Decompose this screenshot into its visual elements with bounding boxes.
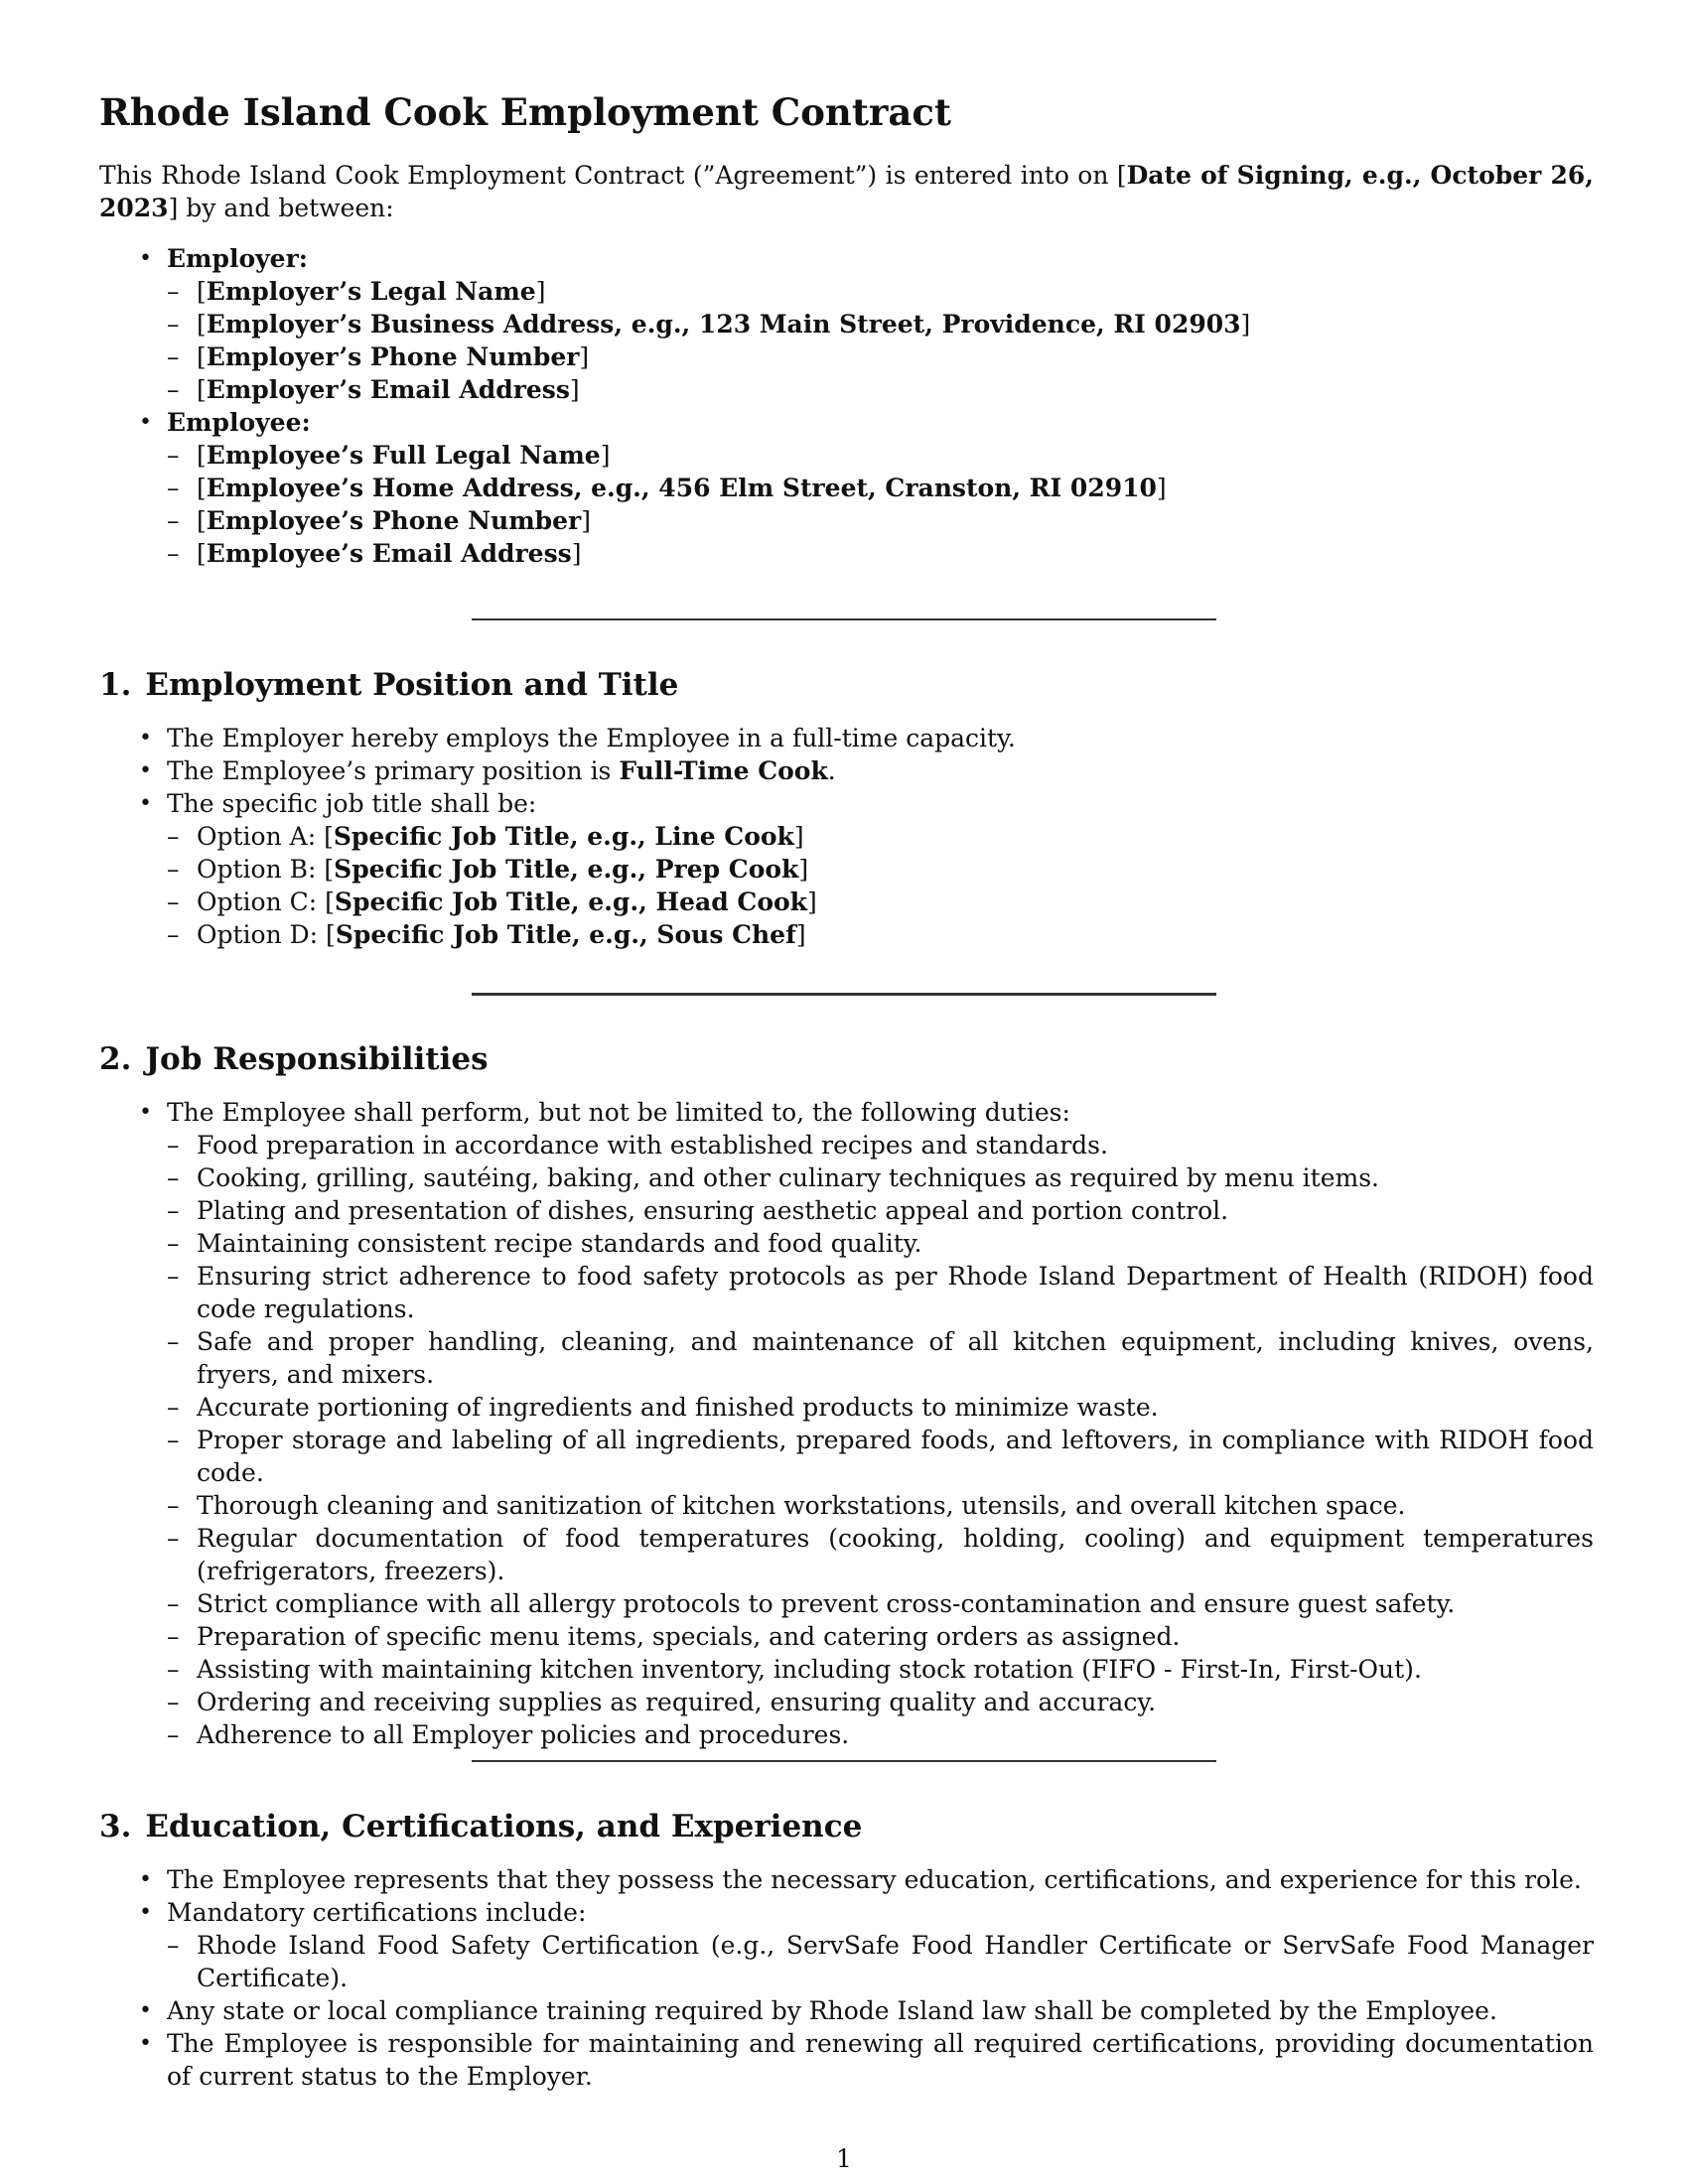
list-item: • The Employee shall perform, but not be limited to, the following duties: – Food preparation in accordance with established recipes and standards. – Cooking, grilling, sautéing, baking, and other culinary techniques as required by menu items. – Plating and presentation of dishes, ensuring aesthetic appeal and portion control. – Maintaining consistent recipe standards and food quality. – Ensuring strict adherence to food safety protocols as per Rhode Island Department of Health (RIDOH) food code regulations. – Safe and proper handling, cleaning, and maintenance of all kitchen equipment, including knives, ovens, fryers, and mixers. – Accurate portioning of ingredients and finished products to minimize waste. – Proper storage and labeling of all ingredients, prepared foods, and leftovers, in compliance with RIDOH food code. – Thorough cleaning and sanitization of kitchen workstations, utensils, and overall kitchen space. – Regular documentation of food temperatures (cooking, holding, cooling) and equipment temperatures (refrigerators, freezers). – Strict compliance with all allergy protocols to prevent cross-contamination and ensure guest safety. – Preparation of specific menu items, specials, and catering orders as assigned. – Assisting with maintaining kitchen inventory, including stock rotation (FIFO - First-In, First-Out). – Ordering and receiving supplies as required, ensuring quality and accuracy. – Adherence to all Employer policies and procedures.: [99, 1096, 1594, 1751]
intro-text-post: ] by and between:: [168, 194, 394, 222]
employer-item: [99, 242, 1594, 406]
duty-item: – Proper storage and labeling of all ingredients, prepared foods, and leftovers, in compliance with RIDOH food code.: [167, 1424, 1594, 1489]
duty-item: – Maintaining consistent recipe standards and food quality.: [167, 1227, 1594, 1260]
list-item: • The Employee is responsible for maintaining and renewing all required certifications, providing documentation of current status to the Employer.: [99, 2027, 1594, 2093]
list-item: • Any state or local compliance training required by Rhode Island law shall be completed by the Employee.: [99, 1994, 1594, 2027]
certification-item: – Rhode Island Food Safety Certification (e.g., ServSafe Food Handler Certificate or ServSafe Food Manager Certificate).: [167, 1929, 1594, 1994]
duty-item: – Food preparation in accordance with established recipes and standards.: [167, 1129, 1594, 1161]
employee-detail: – [Employee’s Phone Number]: [167, 504, 1594, 537]
duty-item: – Thorough cleaning and sanitization of kitchen workstations, utensils, and overall kitchen space.: [167, 1489, 1594, 1522]
duty-item: – Adherence to all Employer policies and procedures.: [167, 1718, 1594, 1751]
list-item: • The Employee’s primary position is Full-Time Cook.: [99, 754, 1594, 787]
employee-item: [99, 406, 1594, 570]
section-2-list: [99, 1096, 1594, 1751]
duty-item: – Accurate portioning of ingredients and finished products to minimize waste.: [167, 1391, 1594, 1424]
employee-detail: – [Employee’s Full Legal Name]: [167, 439, 1594, 472]
duty-item: – Safe and proper handling, cleaning, and maintenance of all kitchen equipment, including knives, ovens, fryers, and mixers.: [167, 1325, 1594, 1391]
job-title-option: – Option D: [Specific Job Title, e.g., Sous Chef]: [167, 918, 1594, 951]
document-title: Rhode Island Cook Employment Contract: [99, 90, 951, 134]
duty-item: – Strict compliance with all allergy protocols to prevent cross-contamination and ensure guest safety.: [167, 1587, 1594, 1620]
section-divider: [472, 1760, 1216, 1762]
duty-item: – Ensuring strict adherence to food safety protocols as per Rhode Island Department of Health (RIDOH) food code regulations.: [167, 1260, 1594, 1325]
duty-item: – Assisting with maintaining kitchen inventory, including stock rotation (FIFO - First-In, First-Out).: [167, 1653, 1594, 1686]
duty-item: – Preparation of specific menu items, specials, and catering orders as assigned.: [167, 1620, 1594, 1653]
list-item: • The Employee represents that they possess the necessary education, certifications, and experience for this role.: [99, 1863, 1594, 1896]
employee-label: Employee:: [167, 408, 311, 437]
parties-list: [99, 242, 1594, 570]
list-item: • The Employer hereby employs the Employee in a full-time capacity.: [99, 722, 1594, 754]
section-3-heading: 3. Education, Certifications, and Experience: [99, 1809, 863, 1844]
employer-detail: – [Employer’s Legal Name]: [167, 275, 1594, 308]
employer-detail: – [Employer’s Email Address]: [167, 373, 1594, 406]
job-title-option: – Option B: [Specific Job Title, e.g., Prep Cook]: [167, 853, 1594, 886]
employer-detail: – [Employer’s Phone Number]: [167, 341, 1594, 373]
section-divider: [472, 618, 1216, 620]
duty-item: – Cooking, grilling, sautéing, baking, and other culinary techniques as required by menu items.: [167, 1161, 1594, 1194]
employee-detail: – [Employee’s Email Address]: [167, 537, 1594, 570]
job-title-option: – Option A: [Specific Job Title, e.g., Line Cook]: [167, 820, 1594, 853]
section-divider: [472, 993, 1216, 996]
section-1-list: [99, 722, 1594, 951]
employee-detail: – [Employee’s Home Address, e.g., 456 Elm Street, Cranston, RI 02910]: [167, 472, 1594, 504]
employer-label: Employer:: [167, 244, 308, 273]
section-3-list: [99, 1863, 1594, 2093]
job-title-option: – Option C: [Specific Job Title, e.g., Head Cook]: [167, 886, 1594, 918]
section-2-heading: 2. Job Responsibilities: [99, 1041, 489, 1077]
duty-item: – Ordering and receiving supplies as required, ensuring quality and accuracy.: [167, 1686, 1594, 1718]
list-item: • Mandatory certifications include: – Rhode Island Food Safety Certification (e.g., ServSafe Food Handler Certificate or ServSafe Food Manager Certificate).: [99, 1896, 1594, 1994]
intro-paragraph: [99, 159, 1594, 224]
duty-item: – Regular documentation of food temperatures (cooking, holding, cooling) and equipment temperatures (refrigerators, freezers).: [167, 1522, 1594, 1587]
position-title: Full-Time Cook: [619, 756, 828, 785]
employer-detail: – [Employer’s Business Address, e.g., 123 Main Street, Providence, RI 02903]: [167, 308, 1594, 341]
page-number: 1: [836, 2144, 852, 2173]
intro-text-pre: This Rhode Island Cook Employment Contract (”Agreement”) is entered into on [: [99, 161, 1127, 190]
list-item: • The specific job title shall be: – Option A: [Specific Job Title, e.g., Line Cook] – Option B: [Specific Job Title, e.g., Prep Cook] – Option C: [Specific Job Title, e.g., Head Cook] – Option D: [Specific Job Title, e.g., Sous Chef]: [99, 787, 1594, 951]
signing-date: Date of Signing, e.g., October 26, 2023: [99, 161, 1594, 222]
duty-item: – Plating and presentation of dishes, ensuring aesthetic appeal and portion control.: [167, 1194, 1594, 1227]
section-1-heading: 1. Employment Position and Title: [99, 667, 679, 703]
